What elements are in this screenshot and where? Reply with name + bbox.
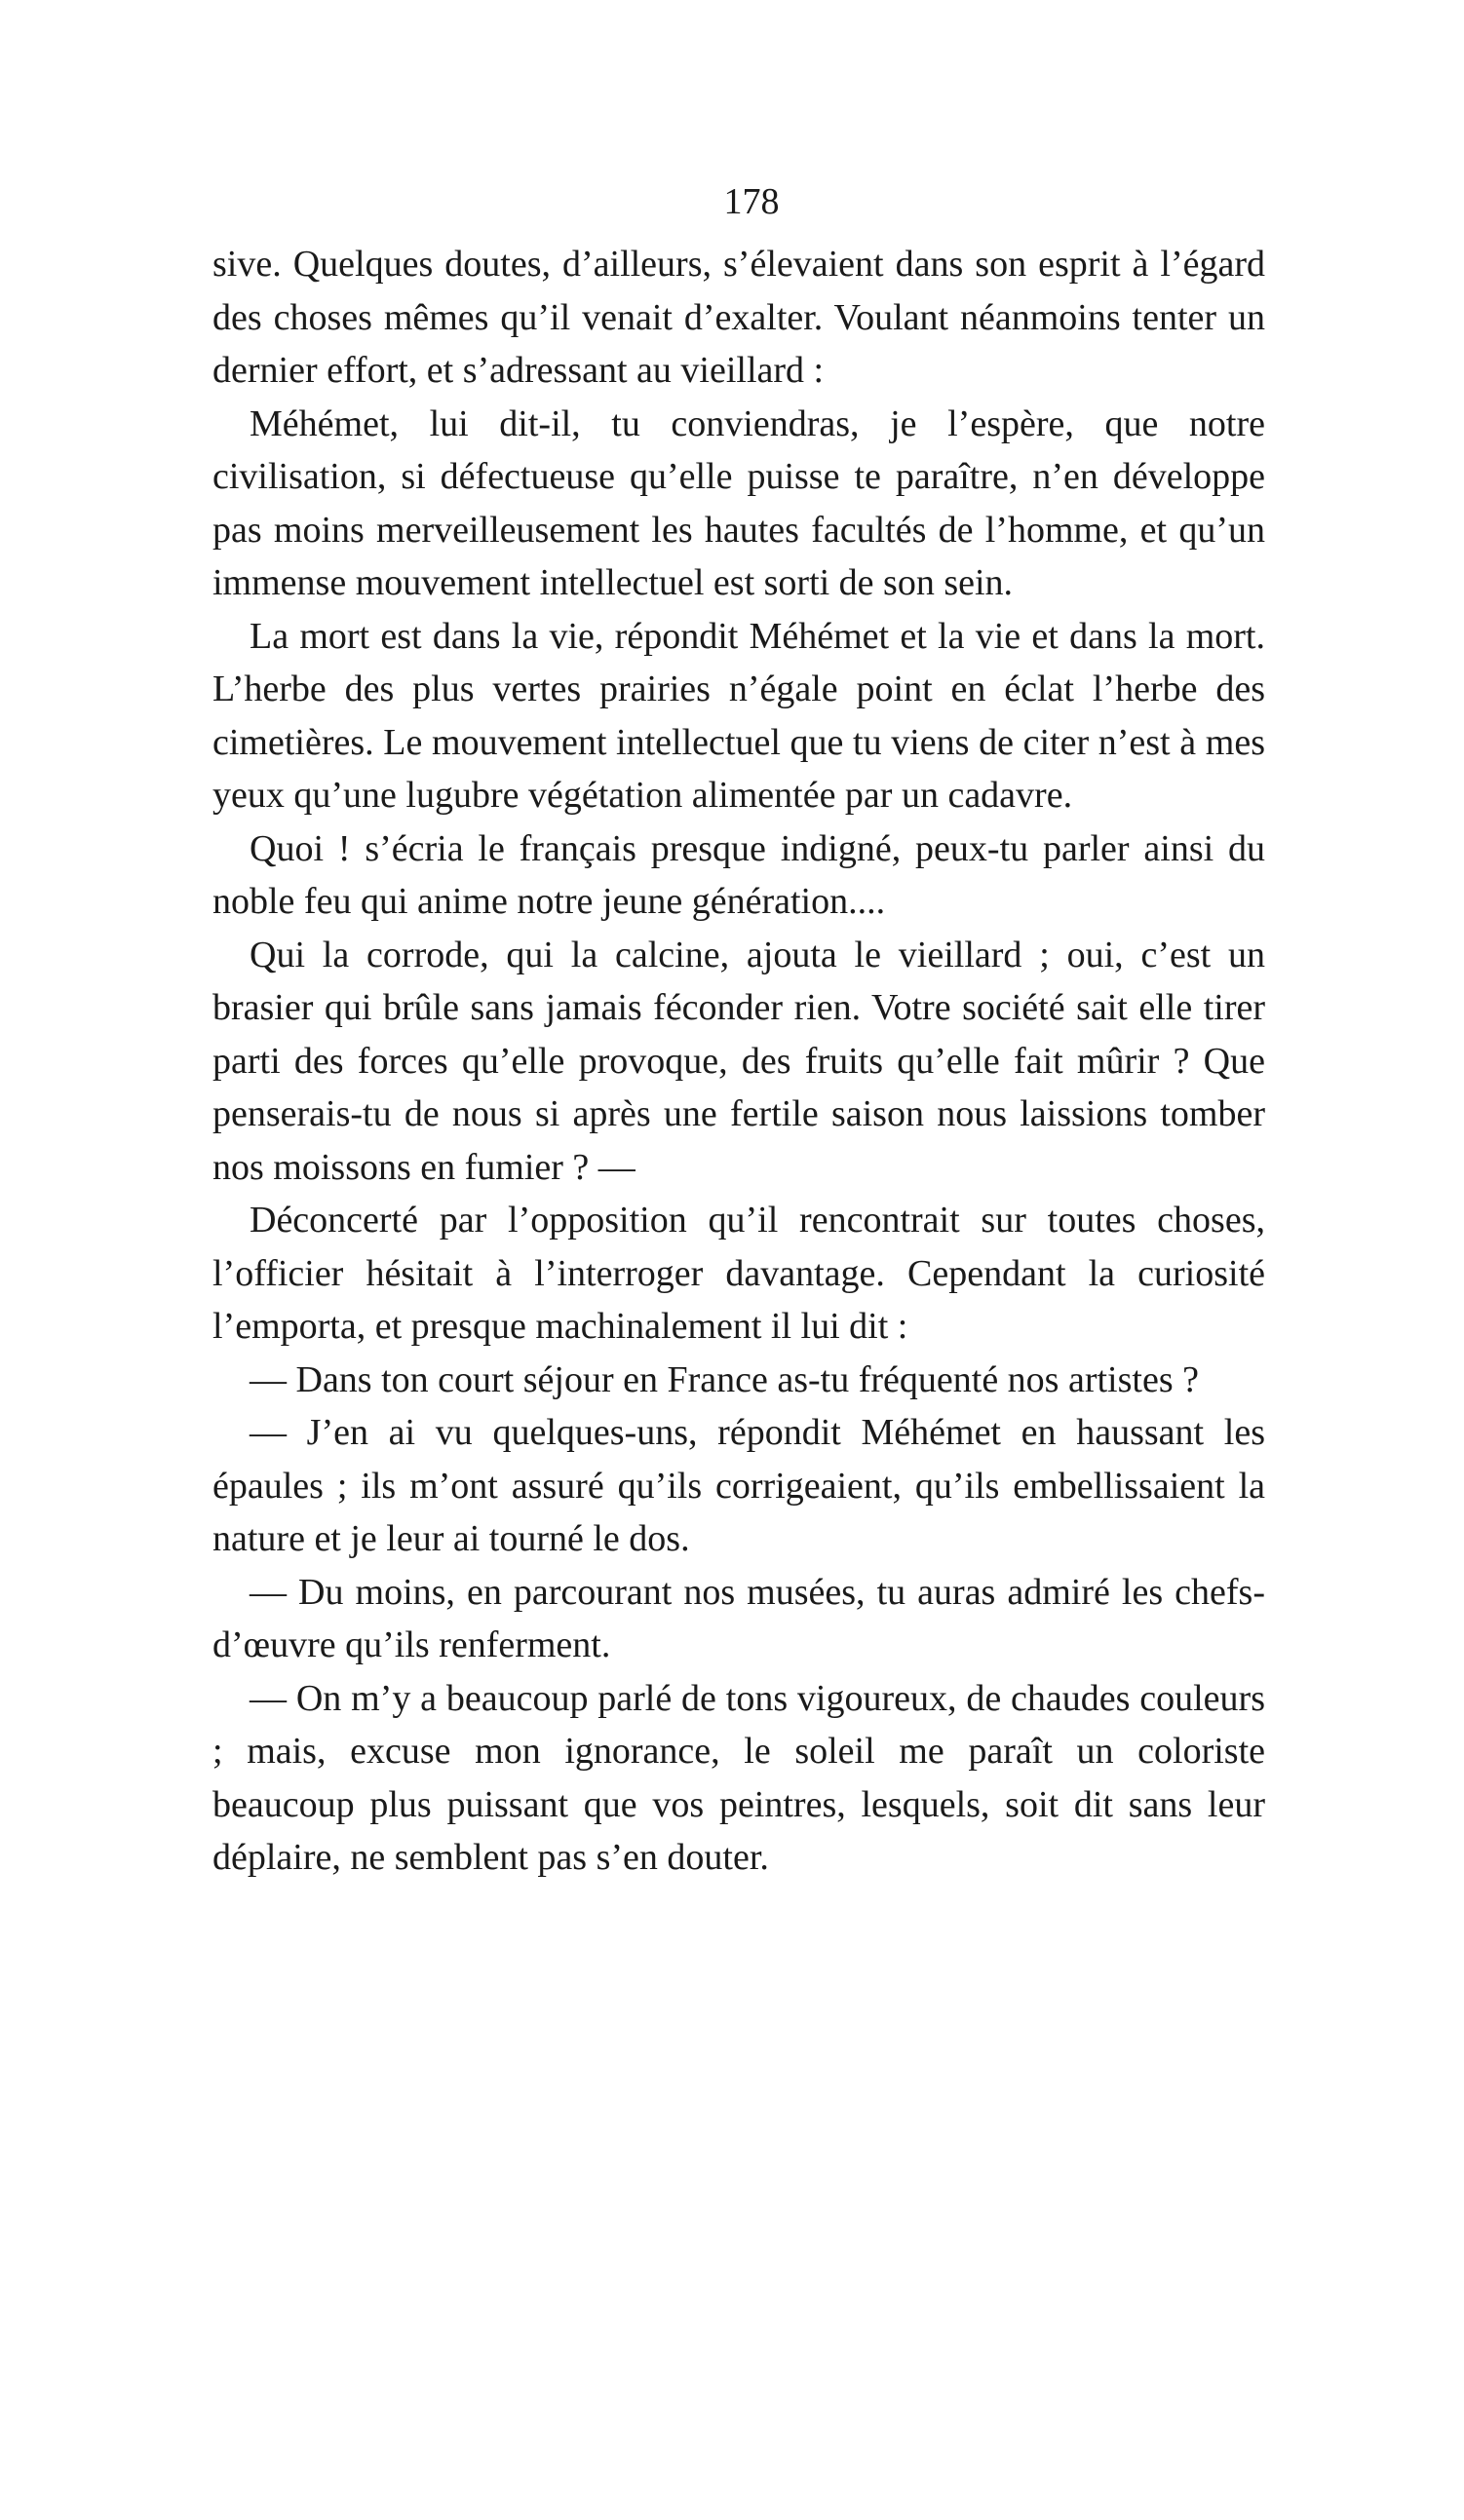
paragraph-1: sive. Quelques doutes, d’ailleurs, s’élevaient dans son esprit à l’égard des choses mêmes qu’il venait d’exalter. Voulant néanmoins tenter un dernier effort, et s’adressant au vieillard :: [212, 244, 1265, 391]
page-text: [212, 238, 1265, 1885]
page-number: 178: [723, 181, 780, 222]
paragraph-4: Quoi ! s’écria le français presque indigné, peux-tu parler ainsi du noble feu qui anime notre jeune génération....: [212, 827, 1265, 922]
paragraph-9: — Du moins, en parcourant nos musées, tu auras admiré les chefs-d’œuvre qu’ils renferment.: [212, 1571, 1265, 1665]
paragraph-2: Méhémet, lui dit-il, tu conviendras, je l’espère, que notre civilisation, si défectueuse qu’elle puisse te paraître, n’en développe pas moins merveilleusement les hautes facultés de l’homme, et qu’un immense mouvement intellectuel est sorti de son sein.: [212, 402, 1265, 603]
paragraph-6: Déconcerté par l’opposition qu’il rencontrait sur toutes choses, l’officier hésitait à l’interroger davantage. Cependant la curiosité l’emporta, et presque machinalement il lui dit :: [212, 1200, 1265, 1347]
paragraph-5: Qui la corrode, qui la calcine, ajouta le vieillard ; oui, c’est un brasier qui brûle sans jamais féconder rien. Votre société sait elle tirer parti des forces qu’elle provoque, des fruits qu’elle fait mûrir ? Que penserais-tu de nous si après une fertile saison nous laissions tomber nos moissons en fumier ? —: [212, 934, 1265, 1188]
paragraph-7: — Dans ton court séjour en France as-tu fréquenté nos artistes ?: [250, 1358, 1199, 1400]
paragraph-3: La mort est dans la vie, répondit Méhémet et la vie et dans la mort. L’herbe des plus vertes prairies n’égale point en éclat l’herbe des cimetières. Le mouvement intellectuel que tu viens de citer n’est à mes yeux qu’une lugubre végétation alimentée par un cadavre.: [212, 615, 1265, 816]
paragraph-8: — J’en ai vu quelques-uns, répondit Méhémet en haussant les épaules ; ils m’ont assuré qu’ils corrigeaient, qu’ils embellissaient la nature et je leur ai tourné le dos.: [212, 1412, 1265, 1559]
paragraph-10: — On m’y a beaucoup parlé de tons vigoureux, de chaudes couleurs ; mais, excuse mon ignorance, le soleil me paraît un coloriste beaucoup plus puissant que vos peintres, lesquels, soit dit sans leur déplaire, ne semblent pas s’en douter.: [212, 1677, 1265, 1878]
